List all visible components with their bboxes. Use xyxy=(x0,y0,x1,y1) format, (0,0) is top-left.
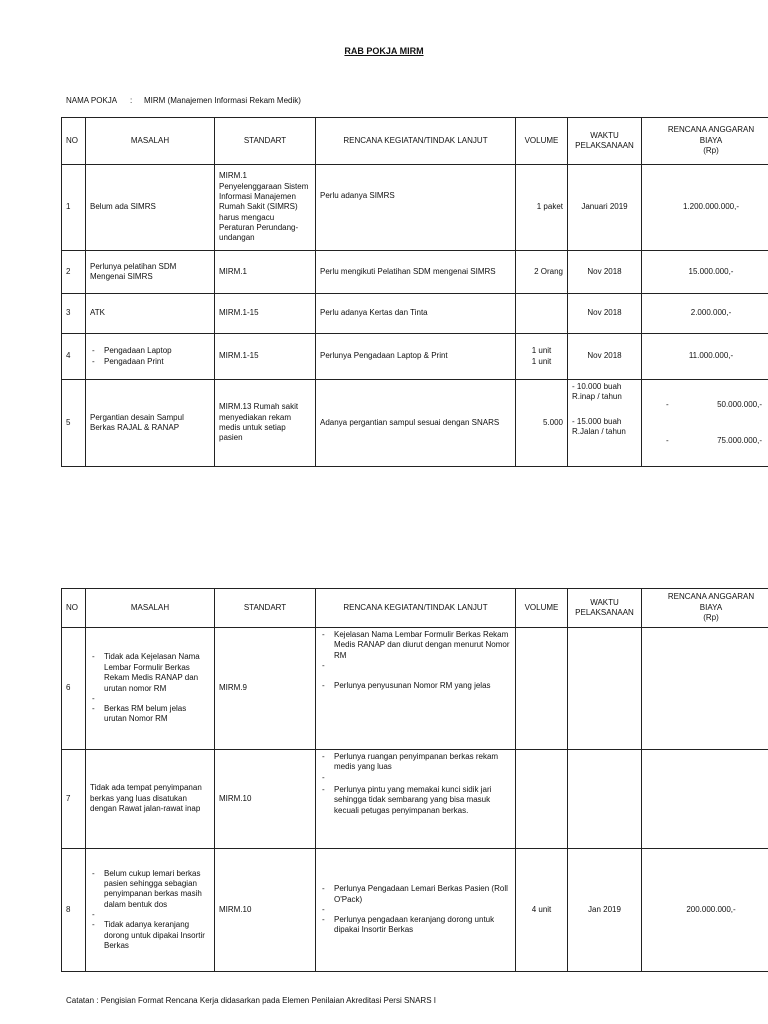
row-masalah: Pergantian desain Sampul Berkas RAJAL & RANAP xyxy=(86,380,215,467)
row-standart: MIRM.1 xyxy=(215,251,316,294)
header-standart: STANDART xyxy=(215,118,316,165)
row-no: 1 xyxy=(62,165,86,251)
pokja-label: NAMA POKJA xyxy=(66,96,118,105)
pokja-colon: : xyxy=(130,96,133,105)
waktu-rawat-inap: - 10.000 buah R.inap / tahun xyxy=(572,382,622,402)
row-masalah: Tidak ada tempat penyimpanan berkas yang luas disatukan dengan Rawat jalan-rawat inap xyxy=(86,750,215,849)
row-volume: 4 unit xyxy=(516,849,568,972)
list-item: - Berkas RM belum jelas urutan Nomor RM xyxy=(90,704,210,725)
table-header-row xyxy=(62,118,768,165)
row-waktu: Jan 2019 xyxy=(568,849,642,972)
row-biaya xyxy=(642,628,768,750)
row-no: 5 xyxy=(62,380,86,467)
row-rencana: Adanya pergantian sampul sesuai dengan SNARS xyxy=(316,380,516,467)
row-rencana: Perlunya Pengadaan Laptop & Print xyxy=(316,334,516,380)
row-no: 2 xyxy=(62,251,86,294)
row-no: 4 xyxy=(62,334,86,380)
pokja-line xyxy=(66,96,301,106)
table-row xyxy=(62,380,768,467)
row-biaya: 15.000.000,- xyxy=(642,251,768,294)
row-rencana xyxy=(316,750,516,849)
header-waktu: WAKTU PELAKSANAAN xyxy=(568,118,642,165)
footer-note: Catatan : Pengisian Format Rencana Kerja didasarkan pada Elemen Penilaian Akreditasi Persi SNARS I xyxy=(66,996,436,1005)
table-header-row xyxy=(62,589,768,628)
row-standart: MIRM.1-15 xyxy=(215,294,316,334)
list-item: - Pengadaan Print xyxy=(90,357,210,367)
row-masalah xyxy=(86,334,215,380)
header-no: NO xyxy=(62,589,86,628)
row-waktu: Nov 2018 xyxy=(568,334,642,380)
list-item: - Perlunya Pengadaan Lemari Berkas Pasien (Roll O'Pack) xyxy=(320,884,511,905)
row-standart: MIRM.10 xyxy=(215,849,316,972)
row-biaya: 11.000.000,- xyxy=(642,334,768,380)
row-volume: 5.000 xyxy=(516,380,568,467)
list-item: - Perlunya penyusunan Nomor RM yang jelas xyxy=(320,681,511,691)
row-biaya: 1.200.000.000,- xyxy=(642,165,768,251)
row-no: 6 xyxy=(62,628,86,750)
row-rencana xyxy=(316,628,516,750)
list-item: - Perlunya pengadaan keranjang dorong untuk dipakai Insortir Berkas xyxy=(320,915,511,936)
row-rencana: Perlu adanya SIMRS xyxy=(316,165,516,251)
list-item: - Tidak ada Kejelasan Nama Lembar Formulir Berkas Rekam Medis RANAP dan urutan nomor RM xyxy=(90,652,210,694)
biaya-rawat-jalan: - 75.000.000,- xyxy=(666,436,762,445)
list-item: - Pengadaan Laptop xyxy=(90,346,210,356)
row-standart: MIRM.9 xyxy=(215,628,316,750)
header-standart: STANDART xyxy=(215,589,316,628)
row-volume: 1 paket xyxy=(516,165,568,251)
waktu-rawat-jalan: - 15.000 buah R.Jalan / tahun xyxy=(572,416,626,437)
row-biaya: 2.000.000,- xyxy=(642,294,768,334)
row-rencana: Perlu mengikuti Pelatihan SDM mengenai SIMRS xyxy=(316,251,516,294)
table-row xyxy=(62,334,768,380)
row-waktu xyxy=(568,750,642,849)
list-item: - Perlunya pintu yang memakai kunci sidik jari sehingga tidak sembarang yang bisa masuk kecuali petugas penyimpanan berkas. xyxy=(320,785,511,816)
row-volume: 2 Orang xyxy=(516,251,568,294)
row-waktu xyxy=(568,380,642,467)
row-volume xyxy=(516,294,568,334)
header-rencana: RENCANA KEGIATAN/TINDAK LANJUT xyxy=(316,589,516,628)
header-anggaran: RENCANA ANGGARAN BIAYA (Rp) xyxy=(642,118,768,165)
masalah-list xyxy=(90,346,210,367)
rab-table-2 xyxy=(61,588,768,972)
row-masalah xyxy=(86,628,215,750)
row-biaya: 200.000.000,- xyxy=(642,849,768,972)
pokja-value: MIRM (Manajemen Informasi Rekam Medik) xyxy=(144,96,301,105)
list-item: - Kejelasan Nama Lembar Formulir Berkas Rekam Medis RANAP dan diurut dengan menurut Nomor RM xyxy=(320,630,511,661)
header-no: NO xyxy=(62,118,86,165)
row-waktu: Januari 2019 xyxy=(568,165,642,251)
table-row xyxy=(62,294,768,334)
row-no: 7 xyxy=(62,750,86,849)
row-standart: MIRM.1 Penyelenggaraan Sistem Informasi Manajemen Rumah Sakit (SIMRS) harus mengacu Peraturan Perundang-undangan xyxy=(215,165,316,251)
row-volume: 1 unit 1 unit xyxy=(516,334,568,380)
row-rencana: Perlu adanya Kertas dan Tinta xyxy=(316,294,516,334)
list-item: - Perlunya ruangan penyimpanan berkas rekam medis yang luas xyxy=(320,752,511,773)
row-standart: MIRM.1-15 xyxy=(215,334,316,380)
header-anggaran: RENCANA ANGGARAN BIAYA (Rp) xyxy=(642,589,768,628)
row-waktu: Nov 2018 xyxy=(568,251,642,294)
row-biaya xyxy=(642,750,768,849)
table-row xyxy=(62,750,768,849)
header-volume: VOLUME xyxy=(516,118,568,165)
header-rencana: RENCANA KEGIATAN/TINDAK LANJUT xyxy=(316,118,516,165)
header-waktu: WAKTU PELAKSANAAN xyxy=(568,589,642,628)
header-masalah: MASALAH xyxy=(86,589,215,628)
row-masalah: Perlunya pelatihan SDM Mengenai SIMRS xyxy=(86,251,215,294)
rencana-list xyxy=(320,630,511,692)
document-title: RAB POKJA MIRM xyxy=(344,46,424,56)
biaya-rawat-inap: - 50.000.000,- xyxy=(666,399,762,409)
table-row xyxy=(62,628,768,750)
row-no: 8 xyxy=(62,849,86,972)
row-biaya xyxy=(642,380,768,467)
header-masalah: MASALAH xyxy=(86,118,215,165)
row-masalah: Belum ada SIMRS xyxy=(86,165,215,251)
header-volume: VOLUME xyxy=(516,589,568,628)
masalah-list xyxy=(90,652,210,724)
row-no: 3 xyxy=(62,294,86,334)
list-item: - Belum cukup lemari berkas pasien sehingga sebagian penyimpanan berkas masih dalam bentuk dos xyxy=(90,869,210,911)
table-row xyxy=(62,251,768,294)
rencana-list xyxy=(320,752,511,816)
masalah-list xyxy=(90,869,210,952)
row-masalah: ATK xyxy=(86,294,215,334)
row-volume xyxy=(516,750,568,849)
rab-table-1 xyxy=(61,117,768,467)
list-item: - Tidak adanya keranjang dorong untuk dipakai Insortir Berkas xyxy=(90,920,210,951)
row-masalah xyxy=(86,849,215,972)
rencana-list xyxy=(320,884,511,936)
table-row xyxy=(62,165,768,251)
row-waktu xyxy=(568,628,642,750)
row-standart: MIRM.10 xyxy=(215,750,316,849)
row-waktu: Nov 2018 xyxy=(568,294,642,334)
table-row xyxy=(62,849,768,972)
row-standart: MIRM.13 Rumah sakit menyediakan rekam medis untuk setiap pasien xyxy=(215,380,316,467)
row-volume xyxy=(516,628,568,750)
row-rencana xyxy=(316,849,516,972)
